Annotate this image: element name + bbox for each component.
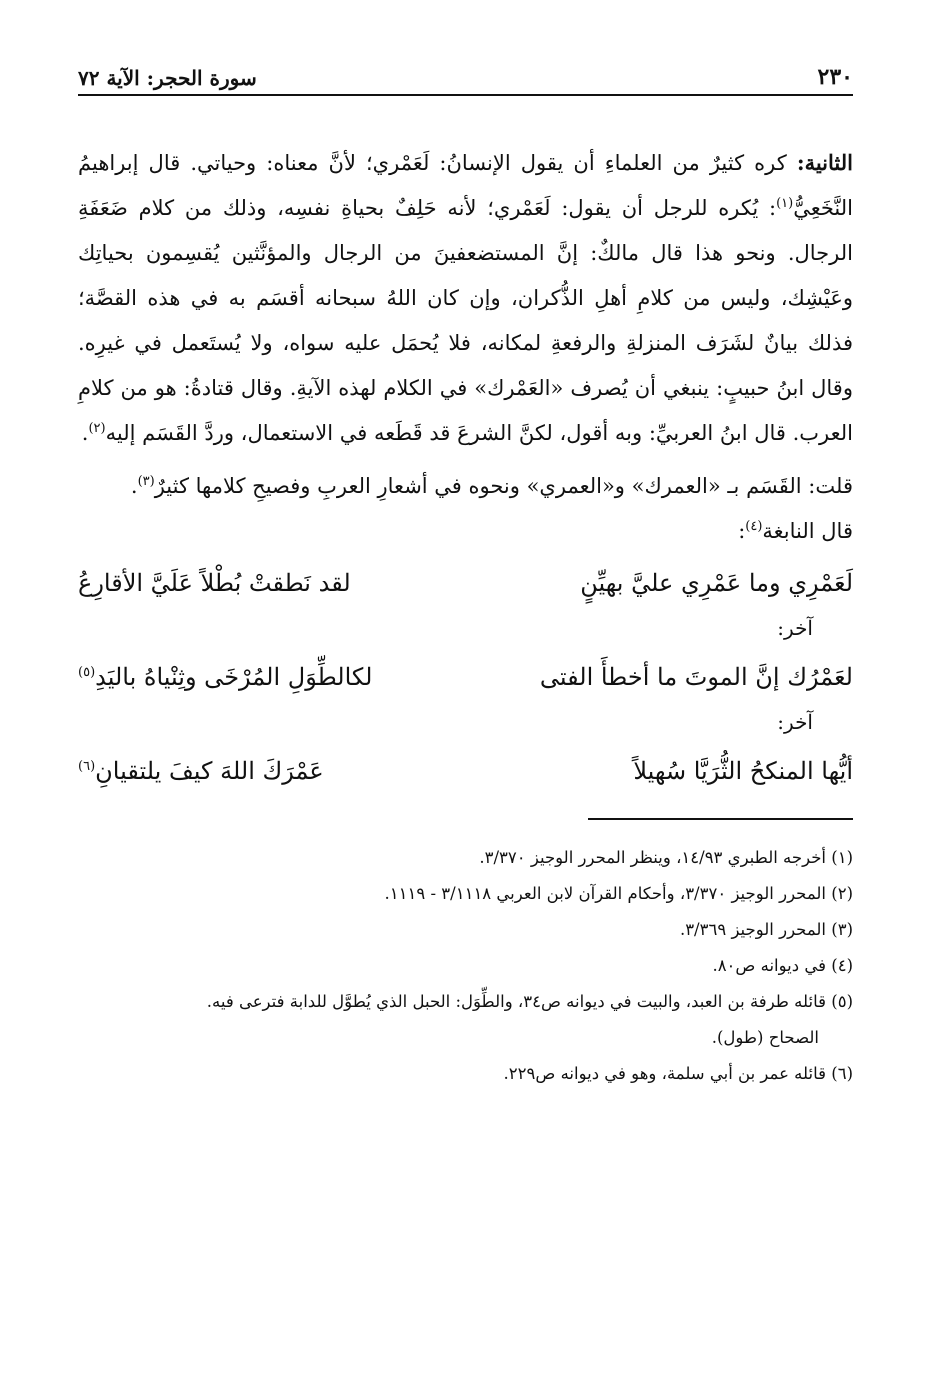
verses-intro-text: قال النابغة [762, 519, 853, 543]
verse-hemistich-first: لعَمْرُك إنَّ الموتَ ما أخطأَ الفتى [539, 663, 853, 691]
footnote-continuation: الصحاح (طول). [711, 1028, 819, 1047]
paragraph-text: قلت: القَسَم بـ «العمرك» و«العمري» ونحوه في أشعارِ العربِ وفصيحِ كلامها كثيرٌ [154, 474, 853, 498]
verse-hemistich-second [78, 652, 450, 702]
paragraph [78, 464, 853, 509]
footnote-text: في ديوانه ص٨٠. [712, 956, 826, 975]
verse-hemistich-second [78, 558, 450, 608]
footnote [78, 948, 853, 984]
footnote [78, 1056, 853, 1092]
verse-hemistich-text: لقد نَطقتْ بُطْلاً عَلَيَّ الأقارِعُ [78, 569, 351, 597]
footnote-number: (٦) [831, 1064, 853, 1083]
paragraph-end: . [130, 474, 138, 498]
page-number: ٢٣٠ [817, 64, 853, 90]
footnote-text: أخرجه الطبري ١٤/٩٣، وينظر المحرر الوجيز ٣/٣٧٠. [479, 848, 826, 867]
page-header [78, 62, 853, 96]
footnote-ref: (٦) [78, 759, 96, 774]
footnote-text: قائله طرفة بن العبد، والبيت في ديوانه ص٣٤، والطِّوَل: الحبل الذي يُطوَّل للدابة فترعى فيه. [206, 992, 826, 1011]
paragraph [78, 140, 853, 456]
verses-intro-end: : [738, 519, 746, 543]
footnote-ref: (٢) [88, 421, 106, 436]
verse-line [78, 652, 853, 702]
footnote-ref: (٤) [745, 519, 763, 534]
paragraph-text: : يُكره للرجل أن يقول: لَعَمْري؛ لأنه حَلِفٌ بحياةِ نفسِه، وذلك من كلام ضَعَفَةِ الرجال. ونحو هذا قال مالكٌ: إنَّ المستضعفينَ من الرجال والمؤنَّثين يُقسِمون بحياتِك وعَيْشِك، وليس من كلامِ أهلِ الذُّكران، وإن كان اللهُ سبحانه أقسَم به في هذه القصَّة؛ فذلك بيانٌ لشَرَف المنزلةِ والرفعةِ لمكانه، فلا يُحمَل عليه سواه، ولا يُستَعمل في غيرِه. وقال ابنُ حبيبٍ: ينبغي أن يُصرف «العَمْرك» في الكلام لهذه الآيةِ. وقال قتادةُ: هو من كلامِ العرب. قال ابنُ العربيِّ: وبه أقول، لكنَّ الشرعَ قد قَطَعه في الاستعمال، وردَّ القَسَم إليه [78, 196, 854, 445]
paragraph-lead: الثانية: [796, 150, 853, 175]
footnote-number: (٥) [831, 992, 853, 1011]
verse-line [78, 558, 853, 608]
footnote-text: المحرر الوجيز ٣/٣٦٩. [679, 920, 826, 939]
footnote-separator [588, 818, 853, 820]
footnote-number: (٣) [831, 920, 853, 939]
footnote [78, 876, 853, 912]
footnote-ref: (٥) [78, 665, 96, 680]
footnote [78, 840, 853, 876]
paragraph-end: . [81, 421, 89, 445]
verse-line [78, 746, 853, 796]
paragraph-text: كره كثيرٌ من العلماءِ أن يقول الإنسانُ: لَعَمْري؛ لأنَّ معناه: وحياتي. قال إبراهيمُ النَّخَعِيُّ [78, 151, 853, 220]
footnote-ref: (٣) [137, 474, 155, 489]
footnotes [78, 840, 853, 1092]
footnote-number: (٢) [831, 884, 853, 903]
footnote-number: (١) [831, 848, 853, 867]
verses-intro [78, 509, 853, 554]
verse-hemistich-text: لكالطِّوَلِ المُرْخَى وثِنْياهُ باليَدِ [95, 663, 373, 691]
main-text [78, 140, 853, 1092]
verse-label: آخر: [777, 616, 813, 640]
verse-hemistich-text: عَمْرَكَ اللهَ كيفَ يلتقيانِ [95, 757, 324, 785]
footnote-number: (٤) [831, 956, 853, 975]
verse-label: آخر: [777, 710, 813, 734]
verse-hemistich-first: لَعَمْرِي وما عَمْرِي عليَّ بهيِّنٍ [580, 569, 853, 597]
footnote [78, 912, 853, 948]
running-title: سورة الحجر: الآية ٧٢ [78, 66, 257, 90]
footnote-text: قائله عمر بن أبي سلمة، وهو في ديوانه ص٢٢٩. [503, 1064, 826, 1083]
verse-hemistich-first: أيُّها المنكحُ الثُّرَيَّا سُهيلاً [633, 757, 853, 785]
verse-hemistich-second [78, 746, 450, 796]
footnote [78, 984, 853, 1056]
footnote-text: المحرر الوجيز ٣/٣٧٠، وأحكام القرآن لابن العربي ٣/١١١٨ - ١١١٩. [384, 884, 826, 903]
footnote-ref: (١) [776, 196, 794, 211]
